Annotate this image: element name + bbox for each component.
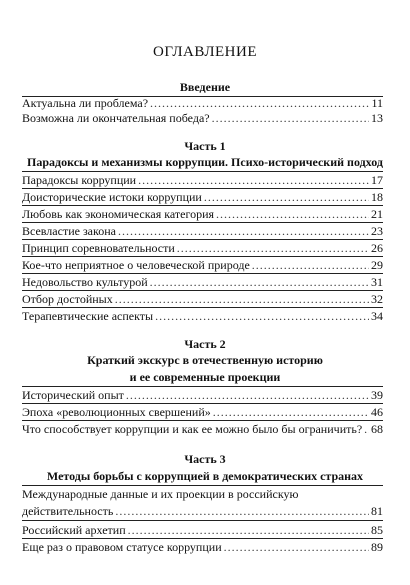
toc-entry	[22, 404, 383, 421]
dot-leader	[126, 387, 369, 403]
part1-heading: Часть 1	[184, 139, 226, 153]
entry-page: 26	[371, 241, 383, 255]
entry-label: Кое-что неприятное о человеческой природе	[22, 258, 250, 272]
entry-line2	[22, 503, 383, 521]
toc-entry	[22, 291, 383, 308]
entry-page: 18	[371, 190, 383, 204]
entry-label: Доисторические истоки коррупции	[22, 190, 202, 204]
entry-page: 34	[371, 309, 383, 323]
intro-heading: Введение	[179, 80, 231, 94]
dot-leader	[150, 274, 369, 290]
entry-label: Отбор достойных	[22, 292, 113, 306]
entry-label: Актуальна ли проблема?	[22, 96, 149, 110]
toc-entry	[22, 257, 383, 274]
dot-leader	[138, 172, 369, 188]
entry-page: 46	[371, 405, 383, 419]
entry-label-line1: Международные данные и их проекции в российскую	[22, 487, 299, 501]
toc-entry	[22, 539, 383, 555]
toc-entry	[22, 172, 383, 189]
entry-page: 11	[371, 96, 383, 110]
entry-page: 21	[371, 207, 383, 221]
dot-leader	[128, 522, 369, 538]
toc-entry	[22, 308, 383, 324]
entry-page: 31	[371, 275, 383, 289]
entry-label: действительность	[22, 504, 114, 518]
entry-page: 39	[371, 388, 383, 402]
dot-leader	[252, 257, 369, 273]
entry-page: 29	[371, 258, 383, 272]
entry-page: 81	[371, 504, 383, 518]
entry-label: Любовь как экономическая категория	[22, 207, 215, 221]
toc-entry	[22, 421, 383, 437]
toc-entry	[22, 522, 383, 539]
toc-entry	[22, 240, 383, 257]
toc-entry	[22, 95, 383, 111]
entry-label: Терапевтические аспекты	[22, 309, 154, 323]
entry-label: Еще раз о правовом статусе коррупции	[22, 540, 222, 554]
toc-entry	[22, 223, 383, 240]
entry-label: Российский архетип	[22, 523, 126, 537]
dot-leader	[155, 308, 369, 324]
dot-leader	[118, 223, 369, 239]
part2-subtitle-line1: Краткий экскурс в отечественную историю	[87, 353, 323, 367]
part2-subtitle-line2: и ее современные проекции	[129, 370, 281, 384]
entry-page: 85	[371, 523, 383, 537]
dot-leader	[216, 206, 369, 222]
toc-entry	[22, 189, 383, 206]
toc-entry	[22, 110, 383, 126]
entry-page: 89	[371, 540, 383, 554]
entry-page: 13	[371, 111, 383, 125]
entry-label: Возможна ли окончательная победа?	[22, 111, 210, 125]
entry-label: Принцип соревновательности	[22, 241, 175, 255]
entry-page: 17	[371, 173, 383, 187]
dot-leader	[212, 110, 369, 126]
toc-entry	[22, 387, 383, 404]
entry-label: Недовольство культурой	[22, 275, 148, 289]
dot-leader	[213, 404, 369, 420]
toc-entry	[22, 206, 383, 223]
entry-label: Исторический опыт	[22, 388, 124, 402]
entry-page: 68	[371, 422, 383, 436]
part1-subtitle: Парадоксы и механизмы коррупции. Психо-исторический подход	[27, 155, 383, 169]
dot-leader	[364, 421, 369, 437]
dot-leader	[204, 189, 369, 205]
toc-entry	[22, 274, 383, 291]
part3-heading: Часть 3	[184, 452, 226, 466]
entry-label: Парадоксы коррупции	[22, 173, 137, 187]
dot-leader	[224, 539, 369, 555]
entry-page: 32	[371, 292, 383, 306]
dot-leader	[115, 503, 369, 520]
dot-leader	[150, 95, 369, 111]
toc-entry-multiline	[22, 486, 383, 521]
dot-leader	[177, 240, 369, 256]
dot-leader	[115, 291, 369, 307]
part3-subtitle: Методы борьбы с коррупцией в демократических странах	[46, 469, 364, 483]
entry-label: Что способствует коррупции и как ее можно было бы ограничить?	[22, 422, 363, 436]
entry-label: Эпоха «революционных свершений»	[22, 405, 211, 419]
entry-page: 23	[371, 224, 383, 238]
part2-heading: Часть 2	[184, 337, 226, 351]
toc-title: ОГЛАВЛЕНИЕ	[153, 44, 257, 60]
entry-label: Всевластие закона	[22, 224, 116, 238]
